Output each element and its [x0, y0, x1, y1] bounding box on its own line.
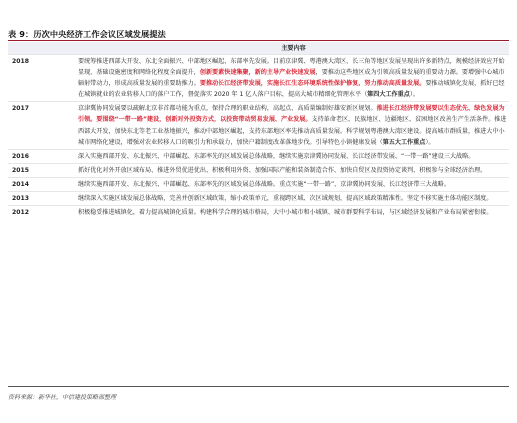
- table-row: [8, 163, 509, 177]
- row-content: [78, 164, 509, 177]
- table-row: [8, 205, 509, 219]
- table-row: [8, 101, 509, 148]
- table-row: [8, 54, 509, 101]
- table-header: [8, 42, 509, 54]
- content-text: 支持革命老区、民族地区、边疆地区、贫困地区改善生产生活条件。推进西部大开发，加快东北等老工业基地振兴，推动中部地区崛起，支持东部地区率先推动高质量发展。科学规划粤港澳大湾区建设。提高城市群质量，推进大中小城市网络化建设，增强对农业转移人口的吸引力和承载力，加快户籍制度改革落地步伐。引导特色小镇健康发展（: [78, 116, 507, 146]
- table-body: [8, 54, 509, 219]
- table-title: 表 9：历次中央经济工作会议区域发展提法: [8, 29, 166, 39]
- content-text: 要统筹推进西部大开发、东北全面振兴、中部地区崛起、东部率先发展。目前京津冀、粤港澳大湾区、长三角等地区发展呈现出许多新特点，规模经济效应开始显现，基础设施密度和网络化程度全面提升，: [78, 58, 505, 77]
- table-row: [8, 191, 509, 205]
- row-year: 2015: [12, 166, 29, 174]
- content-text: 积极稳妥推进城镇化，着力提高城镇化质量。构建科学合理的城市格局，大中小城市和小城镇、城市群要科学布局，与区域经济发展和产业布局紧密衔接。: [78, 209, 493, 217]
- row-year: 2016: [12, 152, 29, 160]
- header-main-content: 主要内容: [281, 45, 306, 52]
- row-year: 2014: [12, 180, 29, 188]
- row-content: [78, 178, 509, 191]
- highlight-text: 推进长江经济带发展要以生态优先、绿色发展为引领。要围绕“一带一路”建设，创新对外投资方式，以投资带动贸易发展、产业发展。: [78, 105, 505, 124]
- content-text: 抓好优化对外开放区域布局、推进外贸优进优出、积极利用外资、加强国际产能和装备制造合作、加快自贸区及投资协定谈判、积极参与全球经济治理。: [78, 166, 487, 174]
- table-row: [8, 149, 509, 163]
- row-year: 2013: [12, 195, 29, 203]
- content-text: ）。: [425, 138, 435, 146]
- row-content: [78, 102, 509, 148]
- content-text: 继续实施西部开发、东北振兴、中部崛起、东部率先的区域发展总体战略。重点实施“一带一路”、京津冀协同发展、长江经济带三大战略。: [78, 180, 450, 188]
- content-text: 第四大工作重点: [367, 91, 410, 99]
- content-text: ，要推动这些地区成为引领高质量发展的重要动力源。要增强中心城市辐射带动力，形成高质量发展的重要助推力。: [78, 69, 505, 88]
- row-year: 2017: [12, 105, 29, 113]
- row-year: 2018: [12, 58, 29, 65]
- row-content: [78, 150, 509, 163]
- table-row: [8, 177, 509, 191]
- content-text: 继续深入实施区域发展总体战略，完善并创新区域政策，缩小政策单元，重视跨区域、次区域规划，提高区域政策精准性。坚定不移实施主体功能区制度。: [78, 195, 493, 203]
- policy-table: [8, 42, 509, 219]
- content-text: ）。: [409, 91, 419, 99]
- title-rule: [8, 40, 509, 41]
- content-text: 深入实施西部开发、东北振兴、中部崛起、东部率先的区域发展总体战略，继续实施京津冀协同发展、长江经济带发展、“一带一路”建设三大战略。: [78, 152, 475, 160]
- content-text: 京津冀协同发展要以疏解北京非首都功能为重点，保持合理的职业结构，高起点、高质量编制好雄安新区规划。: [78, 105, 377, 113]
- highlight-text: 创新要素快速集聚，新的主导产业快速发展: [199, 69, 316, 77]
- row-content: [78, 206, 509, 219]
- content-text: 第五大工作重点: [382, 138, 426, 146]
- content-text: 要推动城镇化发展，抓好已经在城镇就业的农业转移人口的落户工作，督促落实 2020 年 1 亿人落户目标，提高大城市精细化管理水平（: [78, 80, 505, 99]
- row-year: 2012: [12, 209, 29, 217]
- source-note: 资料来源：新华社，中信建投策略部整理: [8, 394, 117, 401]
- row-content: [78, 55, 509, 101]
- row-content: [78, 192, 509, 205]
- bottom-rule: [8, 386, 509, 387]
- highlight-text: 要推动长江经济带发展，实施长江生态环境系统性保护修复，努力推动高质量发展。: [199, 80, 426, 88]
